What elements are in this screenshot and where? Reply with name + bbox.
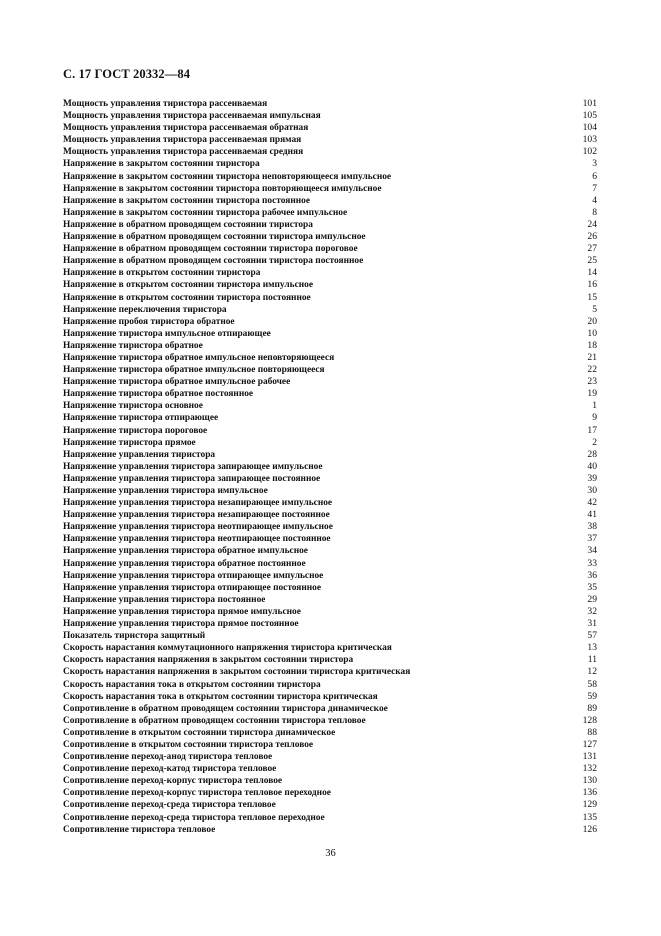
index-term: Напряжение управления тиристора импульсное — [63, 486, 268, 496]
index-entry — [63, 594, 597, 606]
page-header: С. 17 ГОСТ 20332—84 — [63, 67, 191, 81]
index-term: Напряжение пробоя тиристора обратное — [63, 316, 235, 327]
index-entry — [63, 485, 597, 497]
index-page-ref: 12 — [587, 666, 597, 678]
index-entry — [63, 122, 597, 134]
index-page-ref: 6 — [592, 170, 597, 182]
index-term: Напряжение тиристора прямое — [63, 437, 196, 448]
index-entry — [63, 255, 597, 267]
index-term: Скорость нарастания тока в открытом состоянии тиристора критическая — [63, 691, 378, 702]
index-page-ref: 35 — [587, 581, 597, 593]
index-entry — [63, 340, 597, 352]
index-term: Мощность управления тиристора рассеиваемая средняя — [63, 147, 304, 158]
index-entry — [63, 231, 597, 243]
index-entry — [63, 146, 597, 158]
index-page-ref: 34 — [587, 545, 597, 557]
index-term: Напряжение в обратном проводящем состоянии тиристора пороговое — [63, 244, 358, 255]
index-page-ref: 21 — [587, 351, 597, 363]
index-page-ref: 89 — [587, 702, 597, 714]
index-term: Напряжение управления тиристора незапирающее постоянное — [63, 510, 330, 521]
index-page-ref: 19 — [587, 388, 597, 400]
index-entry — [63, 449, 597, 461]
index-term: Напряжение в закрытом состоянии тиристора постоянное — [63, 195, 310, 206]
index-term: Напряжение тиристора отпирающее — [63, 413, 219, 424]
index-page-ref: 104 — [582, 122, 597, 134]
index-term: Сопротивление в обратном проводящем состоянии тиристора тепловое — [63, 715, 366, 726]
index-term: Напряжение в закрытом состоянии тиристора — [63, 159, 260, 170]
index-entry — [63, 110, 597, 122]
index-entry — [63, 691, 597, 703]
index-page-ref: 135 — [582, 811, 597, 823]
index-entry — [63, 618, 597, 630]
index-term: Напряжение тиристора обратное импульсное повторяющееся — [63, 365, 325, 376]
index-entry — [63, 606, 597, 618]
index-term: Мощность управления тиристора рассеиваемая импульсная — [63, 111, 321, 122]
index-entry — [63, 304, 597, 316]
index-term: Напряжение в открытом состоянии тиристора постоянное — [63, 292, 311, 303]
index-page-ref: 17 — [587, 424, 597, 436]
index-entry — [63, 316, 597, 328]
index-page-ref: 129 — [582, 799, 597, 811]
index-page-ref: 42 — [587, 497, 597, 509]
index-term: Напряжение управления тиристора неотпирающее импульсное — [63, 522, 333, 533]
index-entry — [63, 787, 597, 799]
index-term: Напряжение тиристора импульсное отпирающее — [63, 328, 271, 339]
index-entry — [63, 727, 597, 739]
index-page-ref: 126 — [582, 823, 597, 835]
index-term: Напряжение управления тиристора прямое постоянное — [63, 619, 299, 630]
index-term: Сопротивление в открытом состоянии тиристора динамическое — [63, 727, 336, 738]
index-page-ref: 41 — [587, 509, 597, 521]
index-term: Напряжение тиристора обратное импульсное рабочее — [63, 377, 291, 388]
index-page-ref: 8 — [592, 206, 597, 218]
index-page-ref: 10 — [587, 327, 597, 339]
index-page-ref: 88 — [587, 726, 597, 738]
index-entry — [63, 473, 597, 485]
index-term: Напряжение тиристора обратное импульсное неповторяющееся — [63, 352, 335, 363]
index-entry — [63, 751, 597, 763]
index-entry — [63, 703, 597, 715]
index-term: Напряжение управления тиристора обратное импульсное — [63, 546, 308, 557]
index-page-ref: 136 — [582, 787, 597, 799]
index-entry — [63, 654, 597, 666]
index-entry — [63, 171, 597, 183]
index-entry — [63, 425, 597, 437]
index-term: Скорость нарастания напряжения в закрытом состоянии тиристора — [63, 655, 354, 666]
index-term: Напряжение тиристора обратное постоянное — [63, 389, 254, 400]
index-term: Напряжение управления тиристора отпирающее импульсное — [63, 570, 324, 581]
index-page-ref: 33 — [587, 557, 597, 569]
index-term: Напряжение в открытом состоянии тиристора импульсное — [63, 280, 314, 291]
index-page-ref: 23 — [587, 376, 597, 388]
index-entry — [63, 521, 597, 533]
index-term: Напряжение в закрытом состоянии тиристора рабочее импульсное — [63, 207, 348, 218]
index-page-ref: 20 — [587, 315, 597, 327]
index-page-ref: 2 — [592, 436, 597, 448]
index-term: Напряжение управления тиристора неотпирающее постоянное — [63, 534, 331, 545]
index-page-ref: 26 — [587, 231, 597, 243]
index-entry — [63, 400, 597, 412]
index-page-ref: 36 — [587, 569, 597, 581]
index-page-ref: 30 — [587, 485, 597, 496]
index-term: Сопротивление переход-среда тиристора тепловое — [63, 800, 276, 811]
index-page-ref: 131 — [582, 751, 597, 763]
index-page-ref: 9 — [592, 412, 597, 424]
index-entry — [63, 412, 597, 424]
index-entry — [63, 279, 597, 291]
index-entry — [63, 799, 597, 811]
index-entry — [63, 328, 597, 340]
index-term: Скорость нарастания напряжения в закрытом состоянии тиристора критическая — [63, 667, 411, 678]
index-term: Мощность управления тиристора рассеиваемая прямая — [63, 135, 302, 146]
index-entry — [63, 824, 597, 836]
index-entry — [63, 763, 597, 775]
index-term: Напряжение управления тиристора запирающее импульсное — [63, 461, 323, 472]
index-entry — [63, 243, 597, 255]
index-entry — [63, 642, 597, 654]
index-term: Сопротивление тиристора тепловое — [63, 824, 216, 835]
index-entry — [63, 812, 597, 824]
index-term: Напряжение переключения тиристора — [63, 304, 227, 315]
index-page-ref: 32 — [587, 605, 597, 617]
index-page-ref: 25 — [587, 255, 597, 267]
index-entry — [63, 509, 597, 521]
index-term: Напряжение в закрытом состоянии тиристора неповторяющееся импульсное — [63, 171, 392, 182]
index-entry — [63, 219, 597, 231]
index-entry — [63, 134, 597, 146]
index-page-ref: 39 — [587, 472, 597, 484]
index-page-ref: 102 — [582, 146, 597, 158]
index-page-ref: 57 — [587, 630, 597, 642]
index-term: Напряжение управления тиристора незапирающее импульсное — [63, 498, 333, 509]
index-page-ref: 24 — [587, 218, 597, 230]
index-entry — [63, 715, 597, 727]
index-entry — [63, 679, 597, 691]
index-term: Напряжение тиристора обратное — [63, 340, 203, 351]
index-entry — [63, 545, 597, 557]
index-page-ref: 13 — [587, 642, 597, 654]
index-page-ref: 3 — [592, 158, 597, 170]
index-page-ref: 38 — [587, 521, 597, 533]
index-entry — [63, 739, 597, 751]
index-term: Напряжение тиристора пороговое — [63, 425, 208, 436]
index-page-ref: 7 — [592, 182, 597, 194]
index-page-ref: 16 — [587, 279, 597, 291]
index-entry — [63, 630, 597, 642]
index-page-ref: 14 — [587, 267, 597, 279]
index-page-ref: 15 — [587, 291, 597, 303]
index-page-ref: 1 — [592, 400, 597, 412]
index-page-ref: 22 — [587, 364, 597, 376]
index-page-ref: 101 — [582, 98, 597, 109]
index-term: Мощность управления тиристора рассеиваемая обратная — [63, 123, 309, 134]
index-term: Напряжение управления тиристора постоянное — [63, 594, 266, 605]
index-term: Сопротивление переход-корпус тиристора тепловое переходное — [63, 788, 331, 799]
index-entry — [63, 461, 597, 473]
index-page-ref: 127 — [582, 738, 597, 750]
index-page-ref: 28 — [587, 448, 597, 460]
term-index-list — [63, 98, 597, 836]
index-entry — [63, 364, 597, 376]
index-term: Сопротивление переход-катод тиристора тепловое — [63, 764, 277, 775]
index-term: Скорость нарастания тока в открытом состоянии тиристора — [63, 679, 321, 690]
index-entry — [63, 570, 597, 582]
index-page-ref: 31 — [587, 618, 597, 630]
index-entry — [63, 558, 597, 570]
index-entry — [63, 376, 597, 388]
index-page-ref: 18 — [587, 339, 597, 351]
index-term: Сопротивление переход-анод тиристора тепловое — [63, 752, 273, 763]
index-term: Напряжение в обратном проводящем состоянии тиристора постоянное — [63, 256, 364, 267]
index-entry — [63, 292, 597, 304]
index-entry — [63, 207, 597, 219]
index-entry — [63, 388, 597, 400]
index-entry — [63, 158, 597, 170]
index-term: Сопротивление в открытом состоянии тиристора тепловое — [63, 739, 314, 750]
index-entry — [63, 98, 597, 110]
index-term: Напряжение в закрытом состоянии тиристора повторяющееся импульсное — [63, 183, 382, 194]
index-entry — [63, 775, 597, 787]
index-term: Сопротивление переход-корпус тиристора тепловое — [63, 776, 283, 787]
index-entry — [63, 437, 597, 449]
index-term: Мощность управления тиристора рассеиваемая — [63, 99, 268, 109]
index-term: Напряжение управления тиристора — [63, 449, 216, 460]
index-page-ref: 105 — [582, 110, 597, 122]
index-page-ref: 59 — [587, 690, 597, 702]
index-term: Напряжение в открытом состоянии тиристора — [63, 268, 261, 279]
index-term: Напряжение тиристора основное — [63, 401, 203, 412]
index-page-ref: 4 — [592, 194, 597, 206]
index-entry — [63, 582, 597, 594]
index-term: Напряжение управления тиристора отпирающее постоянное — [63, 582, 322, 593]
page-number: 36 — [325, 848, 336, 859]
index-entry — [63, 195, 597, 207]
index-page-ref: 128 — [582, 714, 597, 726]
index-page-ref: 103 — [582, 134, 597, 146]
index-term: Напряжение управления тиристора прямое импульсное — [63, 606, 301, 617]
index-term: Напряжение в обратном проводящем состоянии тиристора — [63, 219, 313, 230]
index-term: Сопротивление в обратном проводящем состоянии тиристора динамическое — [63, 703, 388, 714]
index-term: Напряжение в обратном проводящем состоянии тиристора импульсное — [63, 232, 366, 243]
index-entry — [63, 666, 597, 678]
index-page-ref: 132 — [582, 763, 597, 775]
index-term: Напряжение управления тиристора запирающее постоянное — [63, 473, 321, 484]
index-term: Показатель тиристора защитный — [63, 631, 206, 642]
index-page-ref: 40 — [587, 460, 597, 472]
index-page-ref: 27 — [587, 243, 597, 255]
index-page-ref: 11 — [587, 654, 597, 666]
index-entry — [63, 352, 597, 364]
index-page-ref: 130 — [582, 775, 597, 787]
index-entry — [63, 533, 597, 545]
index-page-ref: 5 — [592, 303, 597, 315]
index-page-ref: 29 — [587, 593, 597, 605]
index-entry — [63, 267, 597, 279]
index-term: Напряжение управления тиристора обратное постоянное — [63, 558, 306, 569]
index-page-ref: 37 — [587, 533, 597, 545]
index-term: Сопротивление переход-среда тиристора тепловое переходное — [63, 812, 325, 823]
index-page-ref: 58 — [587, 678, 597, 690]
index-entry — [63, 183, 597, 195]
index-entry — [63, 497, 597, 509]
index-term: Скорость нарастания коммутационного напряжения тиристора критическая — [63, 643, 392, 654]
